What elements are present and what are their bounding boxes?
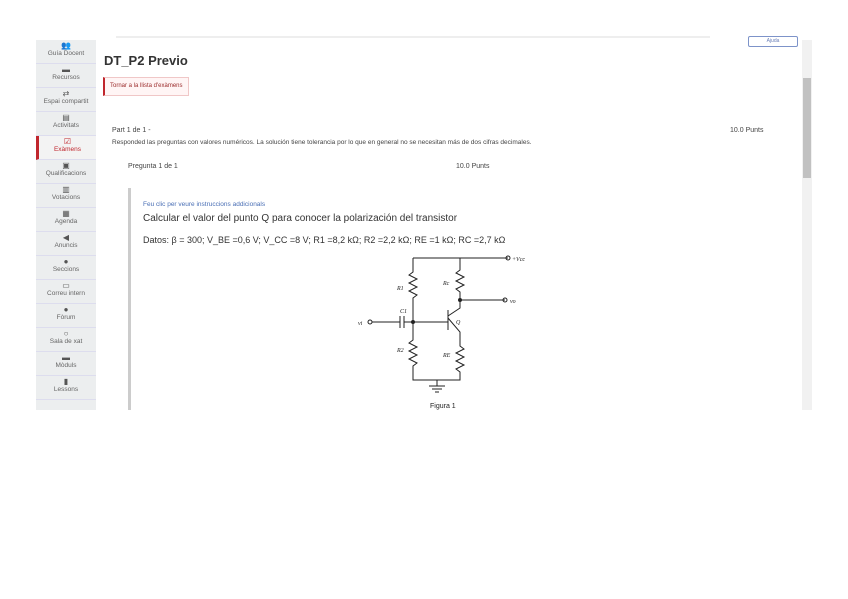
part-label: Part 1 de 1 -	[112, 127, 151, 134]
page-title: DT_P2 Previo	[104, 53, 188, 68]
sidebar-item-label: Recursos	[52, 74, 80, 81]
part-instructions: Responded las preguntas con valores numéricos. La solución tiene tolerancia por lo que en general no se necesitan más de dos cifras decimales.	[112, 139, 532, 146]
sidebar-item-label: Lessons	[53, 386, 79, 393]
sidebar-item-label: Activitats	[52, 122, 79, 129]
book-icon: ▮	[63, 377, 69, 386]
figure-caption: Figura 1	[430, 403, 456, 410]
calendar-icon: ▦	[62, 209, 70, 218]
chat-icon: ○	[63, 329, 69, 338]
user-icon: ●	[63, 257, 69, 266]
folder-icon: ▬	[62, 353, 70, 362]
vcc-label: +Vcc	[512, 257, 526, 263]
question-data: Datos: β = 300; V_BE =0,6 V; V_CC =8 V; R1 =8,2 kΩ; R2 =2,2 kΩ; RE =1 kΩ; RC =2,7 kΩ	[143, 235, 506, 245]
sidebar-item-label: Agenda	[54, 218, 78, 225]
r2-label: R2	[397, 348, 404, 354]
sidebar-item-label: Espai compartit	[43, 98, 89, 105]
vo-label: vo	[510, 299, 516, 305]
r1-label: R1	[397, 286, 404, 292]
chart-icon: ▥	[62, 185, 70, 194]
question-label: Pregunta 1 de 1	[128, 163, 178, 170]
part-points: 10.0 Punts	[730, 127, 764, 134]
megaphone-icon: ◀	[62, 233, 70, 242]
sidebar-item-label: Qualificacions	[45, 170, 87, 177]
re-label: RE	[443, 353, 451, 359]
vi-label: vi	[358, 321, 363, 327]
exam-icon: ☑	[63, 137, 72, 146]
c1-label: C1	[400, 309, 408, 315]
inbox-icon: ▭	[62, 281, 70, 290]
help-button[interactable]: Ajuda	[748, 36, 798, 47]
document-icon: ▤	[62, 113, 70, 122]
sidebar-item-label: Guía Docent	[47, 50, 85, 57]
sidebar-item-label: Correu intern	[47, 290, 85, 297]
sidebar-item-label: Seccions	[52, 266, 80, 273]
sidebar-item-label: Sala de xat	[49, 338, 83, 345]
folder-icon: ▬	[62, 65, 70, 74]
scrollbar[interactable]	[802, 40, 812, 410]
question-points: 10.0 Punts	[456, 163, 490, 170]
sidebar-item-label: Votacions	[51, 194, 81, 201]
return-to-exams-link[interactable]: Tornar a la llista d'exàmens	[103, 77, 189, 96]
q-label: Q	[456, 320, 461, 326]
sidebar-item-label: Mòduls	[55, 362, 77, 369]
exchange-icon: ⇄	[62, 89, 70, 98]
comments-icon: ●	[63, 305, 69, 314]
gradebook-icon: ▣	[62, 161, 70, 170]
instructions-link[interactable]: Feu clic per veure instruccions addicionals	[143, 201, 266, 208]
rc-label: Rc	[443, 281, 450, 287]
sidebar-item-label: Anuncis	[54, 242, 78, 249]
question-text: Calcular el valor del punto Q para conocer la polarización del transistor	[143, 213, 458, 224]
group-icon: 👥	[61, 41, 71, 50]
sidebar-item-label: Fòrum	[56, 314, 76, 321]
scrollbar-thumb[interactable]	[803, 78, 811, 178]
sidebar-item-label: Exàmens	[53, 146, 82, 153]
